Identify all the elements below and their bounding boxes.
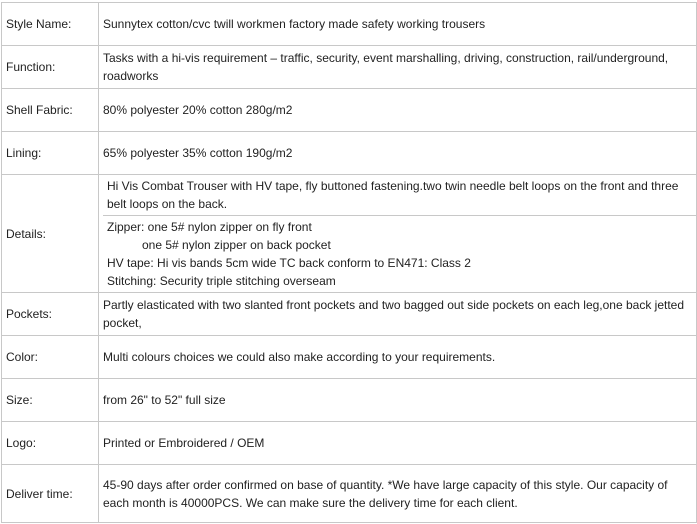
table-row-function	[2, 46, 697, 89]
table-row-pockets	[2, 293, 697, 336]
table-row-shell-fabric	[2, 89, 697, 132]
table-row-style-name	[2, 3, 697, 46]
table-row-details	[2, 175, 697, 293]
row-label: Lining:	[2, 132, 99, 175]
details-specs	[103, 215, 696, 292]
table-row-deliver-time	[2, 465, 697, 523]
row-value	[99, 175, 697, 293]
row-value: 80% polyester 20% cotton 280g/m2	[99, 89, 697, 132]
row-value: Sunnytex cotton/cvc twill workmen factory made safety working trousers	[99, 3, 697, 46]
table-row-lining	[2, 132, 697, 175]
row-label: Color:	[2, 336, 99, 379]
details-zipper-front: Zipper: one 5# nylon zipper on fly front	[107, 220, 312, 234]
details-stitching: Stitching: Security triple stitching overseam	[107, 274, 336, 288]
row-label: Deliver time:	[2, 465, 99, 523]
table-row-color	[2, 336, 697, 379]
row-value: from 26" to 52" full size	[99, 379, 697, 422]
row-label: Size:	[2, 379, 99, 422]
row-label: Pockets:	[2, 293, 99, 336]
row-label: Style Name:	[2, 3, 99, 46]
row-label: Details:	[2, 175, 99, 293]
row-value: Partly elasticated with two slanted front pockets and two bagged out side pockets on each leg,one back jetted pocket,	[99, 293, 697, 336]
row-label: Function:	[2, 46, 99, 89]
row-label: Logo:	[2, 422, 99, 465]
row-value: Tasks with a hi-vis requirement – traffic, security, event marshalling, driving, construction, rail/underground, roadworks	[99, 46, 697, 89]
details-description: Hi Vis Combat Trouser with HV tape, fly buttoned fastening.two twin needle belt loops on the front and three belt loops on the back.	[107, 179, 679, 211]
table-row-size	[2, 379, 697, 422]
row-value: 45-90 days after order confirmed on base of quantity. *We have large capacity of this style. Our capacity of each month is 40000PCS. We can make sure the delivery time for each client.	[99, 465, 697, 523]
details-hv-tape: HV tape: Hi vis bands 5cm wide TC back conform to EN471: Class 2	[107, 256, 471, 270]
row-value: 65% polyester 35% cotton 190g/m2	[99, 132, 697, 175]
table-row-logo	[2, 422, 697, 465]
row-label: Shell Fabric:	[2, 89, 99, 132]
row-value: Multi colours choices we could also make according to your requirements.	[99, 336, 697, 379]
spec-table	[1, 2, 697, 523]
row-value: Printed or Embroidered / OEM	[99, 422, 697, 465]
details-zipper-back: one 5# nylon zipper on back pocket	[142, 238, 331, 252]
